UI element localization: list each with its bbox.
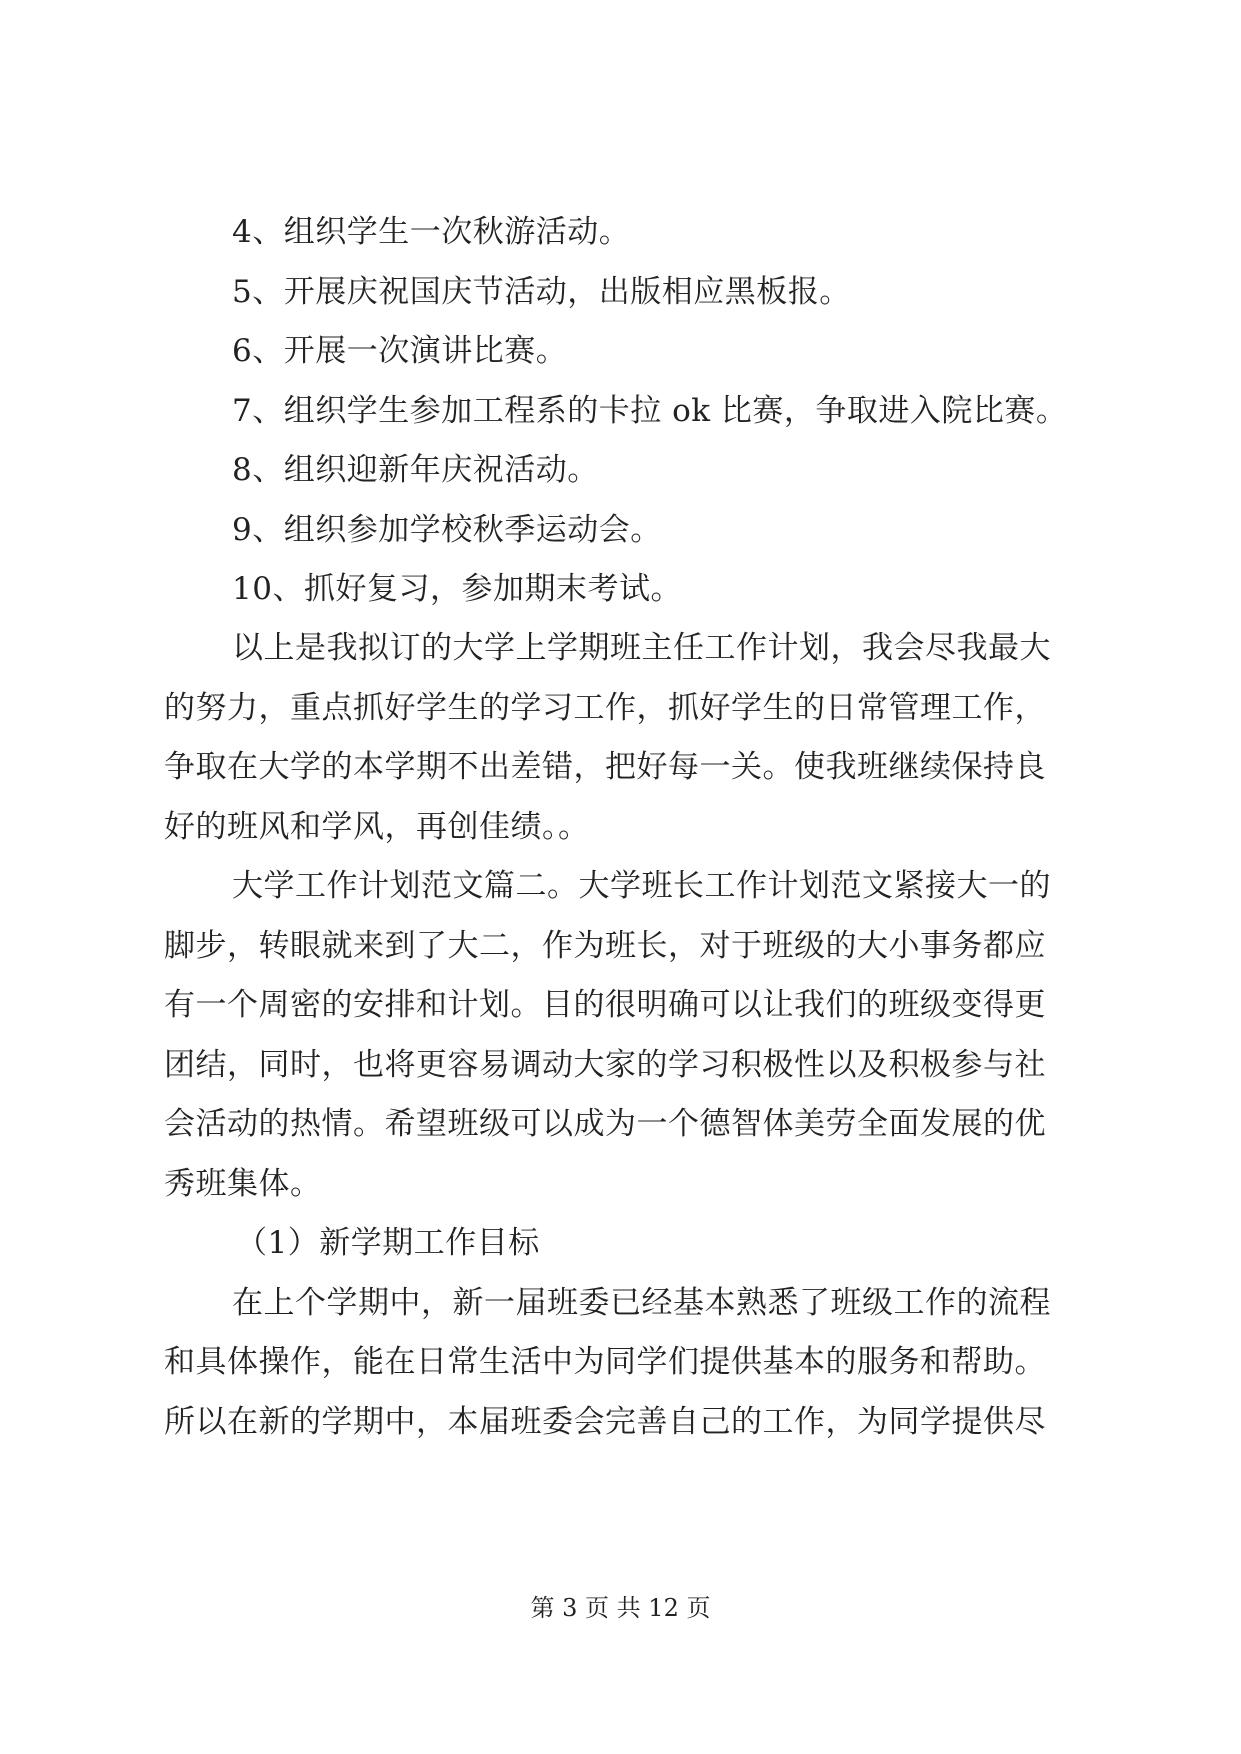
paragraph-line: 争取在大学的本学期不出差错，把好每一关。使我班继续保持良 [164,749,1046,785]
paragraph-line: 在上个学期中，新一届班委已经基本熟悉了班级工作的流程 [232,1285,1051,1321]
page-footer: 第 3 页 共 12 页 [530,1594,711,1622]
list-item: 7、组织学生参加工程系的卡拉 ok 比赛，争取进入院比赛。 [232,393,1068,429]
list-item: 6、开展一次演讲比赛。 [232,333,568,369]
paragraph-line: 以上是我拟订的大学上学期班主任工作计划，我会尽我最大 [232,630,1051,666]
paragraph-line: 脚步，转眼就来到了大二，作为班长，对于班级的大小事务都应 [164,928,1046,964]
paragraph-line: 所以在新的学期中，本届班委会完善自己的工作，为同学提供尽 [164,1404,1046,1440]
list-item: 8、组织迎新年庆祝活动。 [232,452,599,488]
list-item: 9、组织参加学校秋季运动会。 [232,512,662,548]
list-item: 4、组织学生一次秋游活动。 [232,214,631,250]
list-item: 10、抓好复习，参加期末考试。 [232,571,682,607]
paragraph-line: 团结，同时，也将更容易调动大家的学习积极性以及积极参与社 [164,1047,1046,1083]
paragraph-line: 的努力，重点抓好学生的学习工作，抓好学生的日常管理工作， [164,690,1046,726]
section-heading: （1）新学期工作目标 [236,1225,540,1261]
paragraph-line: 有一个周密的安排和计划。目的很明确可以让我们的班级变得更 [164,987,1046,1023]
paragraph-line: 和具体操作，能在日常生活中为同学们提供基本的服务和帮助。 [164,1344,1046,1380]
paragraph-line: 会活动的热情。希望班级可以成为一个德智体美劳全面发展的优 [164,1106,1046,1142]
paragraph-line: 秀班集体。 [164,1166,322,1202]
list-item: 5、开展庆祝国庆节活动，出版相应黑板报。 [232,274,851,310]
paragraph-line: 大学工作计划范文篇二。大学班长工作计划范文紧接大一的 [232,868,1051,904]
paragraph-line: 好的班风和学风，再创佳绩。。 [164,809,590,845]
